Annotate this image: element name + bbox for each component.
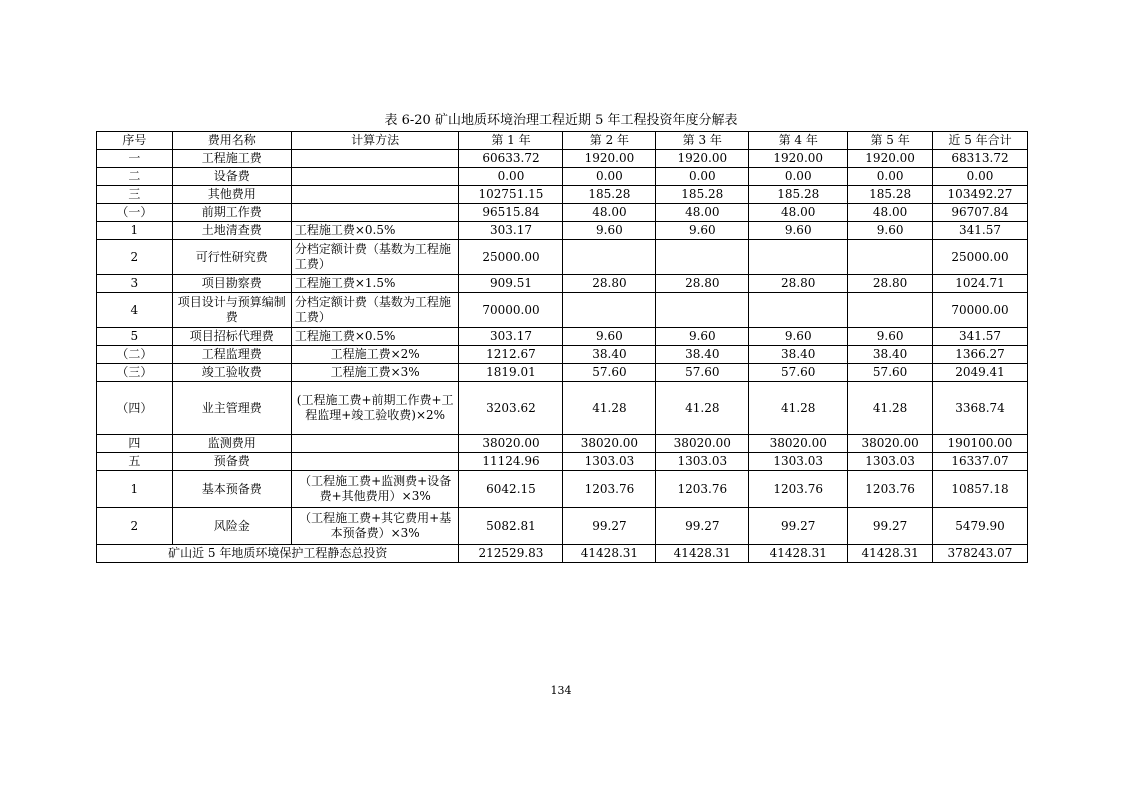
row-year4: 0.00 — [749, 168, 848, 186]
table-row — [97, 275, 1028, 293]
row-year5: 1920.00 — [848, 150, 933, 168]
row-year4: 1203.76 — [749, 471, 848, 508]
row-year2: 185.28 — [563, 186, 656, 204]
row-no: 1 — [97, 471, 173, 508]
row-total: 25000.00 — [933, 240, 1028, 275]
header-year4: 第 4 年 — [749, 132, 848, 150]
row-year1: 1819.01 — [459, 364, 563, 382]
row-method: 工程施工费×1.5% — [291, 275, 459, 293]
row-total: 103492.27 — [933, 186, 1028, 204]
row-year5: 38.40 — [848, 346, 933, 364]
row-year4: 9.60 — [749, 328, 848, 346]
header-no: 序号 — [97, 132, 173, 150]
row-year3: 185.28 — [656, 186, 749, 204]
row-year2: 38020.00 — [563, 435, 656, 453]
row-method: （工程施工费+监测费+设备费+其他费用）×3% — [291, 471, 459, 508]
row-no: 四 — [97, 435, 173, 453]
row-method: 工程施工费×3% — [291, 364, 459, 382]
row-year5: 99.27 — [848, 508, 933, 545]
grand-total-sum: 378243.07 — [933, 545, 1028, 563]
row-name: 竣工验收费 — [172, 364, 291, 382]
table-row — [97, 222, 1028, 240]
row-year3: 38020.00 — [656, 435, 749, 453]
row-year2: 48.00 — [563, 204, 656, 222]
row-no: 1 — [97, 222, 173, 240]
row-year2: 57.60 — [563, 364, 656, 382]
row-no: 一 — [97, 150, 173, 168]
grand-total-year1: 212529.83 — [459, 545, 563, 563]
row-name: 土地清查费 — [172, 222, 291, 240]
row-year3: 48.00 — [656, 204, 749, 222]
row-total: 2049.41 — [933, 364, 1028, 382]
row-year5: 0.00 — [848, 168, 933, 186]
row-year2: 41.28 — [563, 382, 656, 435]
row-name: 其他费用 — [172, 186, 291, 204]
row-year5: 185.28 — [848, 186, 933, 204]
row-year3 — [656, 293, 749, 328]
row-year1: 909.51 — [459, 275, 563, 293]
row-year5 — [848, 293, 933, 328]
row-no: 3 — [97, 275, 173, 293]
row-name: 项目设计与预算编制费 — [172, 293, 291, 328]
row-year1: 1212.67 — [459, 346, 563, 364]
row-method: 工程施工费×2% — [291, 346, 459, 364]
table-row — [97, 328, 1028, 346]
row-year4: 41.28 — [749, 382, 848, 435]
row-no: 4 — [97, 293, 173, 328]
row-method — [291, 150, 459, 168]
table-row — [97, 364, 1028, 382]
row-name: 预备费 — [172, 453, 291, 471]
table-row — [97, 150, 1028, 168]
row-year2: 99.27 — [563, 508, 656, 545]
header-year5: 第 5 年 — [848, 132, 933, 150]
row-method — [291, 168, 459, 186]
grand-total-label: 矿山近 5 年地质环境保护工程静态总投资 — [97, 545, 459, 563]
row-no: 5 — [97, 328, 173, 346]
grand-total-year4: 41428.31 — [749, 545, 848, 563]
row-name: 前期工作费 — [172, 204, 291, 222]
header-total: 近 5 年合计 — [933, 132, 1028, 150]
table-row — [97, 293, 1028, 328]
row-year5 — [848, 240, 933, 275]
row-name: 项目招标代理费 — [172, 328, 291, 346]
row-method — [291, 204, 459, 222]
table-row — [97, 204, 1028, 222]
row-no: 2 — [97, 508, 173, 545]
grand-total-year3: 41428.31 — [656, 545, 749, 563]
row-no: 二 — [97, 168, 173, 186]
row-year4 — [749, 240, 848, 275]
row-year2: 28.80 — [563, 275, 656, 293]
row-year1: 96515.84 — [459, 204, 563, 222]
row-year4: 38.40 — [749, 346, 848, 364]
row-name: 项目勘察费 — [172, 275, 291, 293]
row-name: 监测费用 — [172, 435, 291, 453]
row-year5: 1203.76 — [848, 471, 933, 508]
row-year3: 57.60 — [656, 364, 749, 382]
table-row — [97, 186, 1028, 204]
row-name: 业主管理费 — [172, 382, 291, 435]
row-year4: 48.00 — [749, 204, 848, 222]
row-year5: 41.28 — [848, 382, 933, 435]
row-year3: 9.60 — [656, 222, 749, 240]
row-year1: 5082.81 — [459, 508, 563, 545]
row-total: 1366.27 — [933, 346, 1028, 364]
table-row — [97, 471, 1028, 508]
row-year1: 3203.62 — [459, 382, 563, 435]
row-method: 工程施工费×0.5% — [291, 222, 459, 240]
row-year2 — [563, 240, 656, 275]
row-method: 分档定额计费（基数为工程施工费） — [291, 240, 459, 275]
page-number: 134 — [550, 684, 572, 697]
row-year4: 38020.00 — [749, 435, 848, 453]
row-total: 341.57 — [933, 222, 1028, 240]
row-year3: 1303.03 — [656, 453, 749, 471]
table-row — [97, 453, 1028, 471]
row-name: 可行性研究费 — [172, 240, 291, 275]
row-year2: 1203.76 — [563, 471, 656, 508]
row-year3: 41.28 — [656, 382, 749, 435]
row-year4: 185.28 — [749, 186, 848, 204]
row-year3: 9.60 — [656, 328, 749, 346]
row-name: 基本预备费 — [172, 471, 291, 508]
row-year3: 38.40 — [656, 346, 749, 364]
row-total: 5479.90 — [933, 508, 1028, 545]
row-year1: 0.00 — [459, 168, 563, 186]
row-total: 10857.18 — [933, 471, 1028, 508]
row-year5: 9.60 — [848, 328, 933, 346]
row-year1: 102751.15 — [459, 186, 563, 204]
row-year3: 0.00 — [656, 168, 749, 186]
table-row — [97, 168, 1028, 186]
row-total: 3368.74 — [933, 382, 1028, 435]
row-total: 96707.84 — [933, 204, 1028, 222]
row-total: 0.00 — [933, 168, 1028, 186]
row-year2: 38.40 — [563, 346, 656, 364]
row-year4: 28.80 — [749, 275, 848, 293]
row-no: （四） — [97, 382, 173, 435]
row-year1: 303.17 — [459, 328, 563, 346]
row-year4: 57.60 — [749, 364, 848, 382]
row-year5: 48.00 — [848, 204, 933, 222]
row-year4 — [749, 293, 848, 328]
header-row — [97, 132, 1028, 150]
row-method — [291, 186, 459, 204]
row-year1: 25000.00 — [459, 240, 563, 275]
row-total: 68313.72 — [933, 150, 1028, 168]
table-caption: 表 6-20 矿山地质环境治理工程近期 5 年工程投资年度分解表 — [384, 113, 738, 128]
row-year4: 1303.03 — [749, 453, 848, 471]
row-name: 风险金 — [172, 508, 291, 545]
row-year1: 303.17 — [459, 222, 563, 240]
row-year5: 28.80 — [848, 275, 933, 293]
investment-table — [96, 131, 1028, 563]
row-method: 分档定额计费（基数为工程施工费） — [291, 293, 459, 328]
row-method: （工程施工费+其它费用+基本预备费）×3% — [291, 508, 459, 545]
row-method — [291, 435, 459, 453]
row-year2: 1303.03 — [563, 453, 656, 471]
row-total: 190100.00 — [933, 435, 1028, 453]
row-year4: 99.27 — [749, 508, 848, 545]
row-total: 341.57 — [933, 328, 1028, 346]
header-year3: 第 3 年 — [656, 132, 749, 150]
row-name: 设备费 — [172, 168, 291, 186]
row-year2 — [563, 293, 656, 328]
row-method: (工程施工费+前期工作费+工程监理+竣工验收费)×2% — [291, 382, 459, 435]
header-year1: 第 1 年 — [459, 132, 563, 150]
row-total: 16337.07 — [933, 453, 1028, 471]
grand-total-row — [97, 545, 1028, 563]
header-year2: 第 2 年 — [563, 132, 656, 150]
row-year2: 9.60 — [563, 328, 656, 346]
row-year4: 9.60 — [749, 222, 848, 240]
row-year3: 99.27 — [656, 508, 749, 545]
row-year5: 1303.03 — [848, 453, 933, 471]
row-year1: 70000.00 — [459, 293, 563, 328]
row-year2: 9.60 — [563, 222, 656, 240]
header-method: 计算方法 — [291, 132, 459, 150]
row-no: 五 — [97, 453, 173, 471]
row-year5: 9.60 — [848, 222, 933, 240]
table-row — [97, 435, 1028, 453]
table-row — [97, 240, 1028, 275]
grand-total-year5: 41428.31 — [848, 545, 933, 563]
row-total: 70000.00 — [933, 293, 1028, 328]
row-year3 — [656, 240, 749, 275]
row-method — [291, 453, 459, 471]
row-no: 三 — [97, 186, 173, 204]
row-year3: 1203.76 — [656, 471, 749, 508]
row-total: 1024.71 — [933, 275, 1028, 293]
row-year5: 38020.00 — [848, 435, 933, 453]
grand-total-year2: 41428.31 — [563, 545, 656, 563]
row-no: 2 — [97, 240, 173, 275]
row-year1: 60633.72 — [459, 150, 563, 168]
row-year2: 0.00 — [563, 168, 656, 186]
row-no: （二） — [97, 346, 173, 364]
row-year5: 57.60 — [848, 364, 933, 382]
row-name: 工程监理费 — [172, 346, 291, 364]
table-row — [97, 508, 1028, 545]
table-row — [97, 382, 1028, 435]
row-no: （三） — [97, 364, 173, 382]
row-year3: 1920.00 — [656, 150, 749, 168]
header-name: 费用名称 — [172, 132, 291, 150]
row-no: （一） — [97, 204, 173, 222]
row-name: 工程施工费 — [172, 150, 291, 168]
row-year4: 1920.00 — [749, 150, 848, 168]
row-year3: 28.80 — [656, 275, 749, 293]
row-method: 工程施工费×0.5% — [291, 328, 459, 346]
row-year1: 6042.15 — [459, 471, 563, 508]
row-year2: 1920.00 — [563, 150, 656, 168]
row-year1: 11124.96 — [459, 453, 563, 471]
row-year1: 38020.00 — [459, 435, 563, 453]
table-row — [97, 346, 1028, 364]
